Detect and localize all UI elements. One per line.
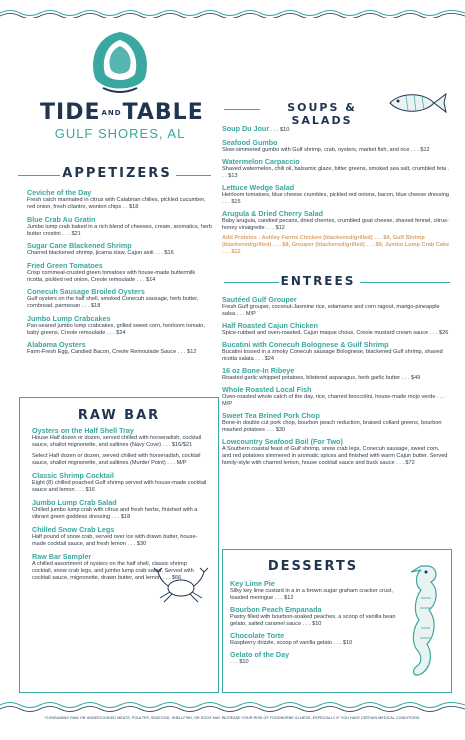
rawbar-item-desc: Eight (8) chilled poached Gulf shrimp served with house-made cocktail sauce and lemon . . . $16 bbox=[32, 480, 207, 493]
appetizer-item-desc: Crisp cornmeal-crusted green tomatoes with house-made buttermilk ricotta, pickled red onion, Creole remoulade . . . $14 bbox=[27, 269, 196, 283]
footer-disclaimer: *CONSUMING RAW OR UNDERCOOKED MEATS, POULTRY, SEAFOOD, SHELLFISH, OR EGGS MAY INCREASE YOUR RISK OF FOODBORNE ILLNESS, ESPECIALLY IF YOU HAVE CERTAIN MEDICAL CONDITIONS. bbox=[44, 716, 421, 720]
brand-location: GULF SHORES, AL bbox=[54, 126, 186, 141]
appetizer-item-name: Jumbo Lump Crabcakes bbox=[27, 313, 111, 323]
soup-item bbox=[222, 209, 450, 232]
rawbar-item-desc: A chilled assortment of oysters on the half shell, classic shrimp cocktail, snow crab legs, and jumbo lump crab salad. Served with cocktail sauce, mignonette, drawn butter, and lemon . . . $66 bbox=[32, 561, 194, 581]
appetizer-item-name: Sugar Cane Blackened Shrimp bbox=[27, 241, 132, 250]
fish-icon bbox=[386, 88, 448, 118]
desserts-list bbox=[230, 579, 402, 669]
soup-item bbox=[222, 157, 450, 180]
rawbar-item-name: Oysters on the Half Shell Tray bbox=[32, 426, 134, 435]
appetizer-item bbox=[27, 314, 213, 337]
entree-item-desc: Roasted garlic whipped potatoes, blistered asparagus, herb garlic butter . . . $49 bbox=[222, 375, 421, 381]
appetizer-item-name: Ceviche of the Day bbox=[27, 188, 92, 197]
soups-rule-left bbox=[224, 109, 260, 110]
appetizer-item-desc: Fresh catch marinated in citrus with Calabrian chilies, pickled cucumber, red onion, fresh cilantro, wonton chips . . $18 bbox=[27, 197, 206, 210]
soup-item-desc: Slow-simmered gumbo with Gulf shrimp, crab, oysters, market fish, and rice . . . $12 bbox=[222, 147, 430, 153]
soups-title: SOUPS & SALADS bbox=[287, 101, 357, 127]
soup-item-name bbox=[222, 124, 450, 135]
entree-item-desc: Bone-in double cut pork chop, bourbon peach reduction, braised collard greens, bourbon mashed potatoes . . . $30 bbox=[222, 420, 442, 433]
rawbar-item bbox=[32, 453, 208, 467]
rawbar-box bbox=[19, 397, 219, 693]
soup-item-title: Soup Du Jour bbox=[222, 124, 270, 133]
dessert-item bbox=[230, 631, 402, 647]
appetizer-item bbox=[27, 241, 213, 257]
soup-item-desc: Baby arugula, candied pecans, dried cherries, crumbled goat cheese, shaved fennel, citrus-honey vinaigrette . . . $12 bbox=[222, 218, 449, 231]
appetizers-rule-right bbox=[176, 175, 211, 176]
rawbar-list bbox=[32, 426, 208, 586]
soup-item-name: Watermelon Carpaccio bbox=[222, 157, 300, 166]
desserts-title: DESSERTS bbox=[267, 559, 359, 574]
entree-item-name: Whole Roasted Local Fish bbox=[222, 385, 312, 394]
appetizer-item-desc: Pan-seared jumbo lump crabcakes, grilled sweet corn, heirloom tomato, baby greens, Creole remoulade . . . $24 bbox=[27, 322, 205, 336]
desserts-box bbox=[222, 549, 452, 693]
rawbar-item bbox=[32, 471, 208, 494]
entree-item-name: Sautéed Gulf Grouper bbox=[222, 295, 297, 304]
appetizer-item bbox=[27, 340, 213, 356]
entree-item-name: Lowcountry Seafood Boil (For Two) bbox=[222, 437, 343, 446]
entrees-rule-right bbox=[360, 282, 450, 283]
entree-item bbox=[222, 366, 450, 382]
logo bbox=[40, 28, 204, 158]
rawbar-item-name: Chilled Snow Crab Legs bbox=[32, 525, 115, 534]
dessert-item bbox=[230, 605, 402, 628]
dessert-item-name: Bourbon Peach Empanada bbox=[230, 605, 322, 614]
rawbar-item-desc: Chilled jumbo lump crab with citrus and fresh herbs, finished with a vibrant green goddess dressing . . . $18 bbox=[32, 507, 198, 520]
rawbar-item-name: Jumbo Lump Crab Salad bbox=[32, 498, 117, 507]
dessert-item-desc: . . . $10 bbox=[230, 659, 249, 665]
entrees-list bbox=[222, 295, 450, 470]
oyster-logo-icon bbox=[85, 28, 155, 98]
dessert-item-desc: Silky key lime custard in a in a brown sugar graham cracker crust, toasted meringue . . . $12 bbox=[230, 588, 393, 601]
entree-item bbox=[222, 385, 450, 408]
soup-item-price: . . . $10 bbox=[269, 127, 290, 133]
entree-item-desc: Fresh Gulf grouper, coconut-Jasmine rice, edamame and corn ragout, mango-pineapple salsa . . . M/P bbox=[222, 304, 440, 317]
dessert-item-name: Key Lime Pie bbox=[230, 579, 275, 588]
soups-list bbox=[222, 124, 450, 256]
appetizer-item bbox=[27, 188, 213, 211]
dessert-item-name: Chocolate Torte bbox=[230, 631, 285, 640]
entree-item bbox=[222, 411, 450, 434]
dessert-item-name: Gelato of the Day bbox=[230, 650, 290, 659]
appetizer-item bbox=[27, 215, 213, 238]
entree-item-name: Sweet Tea Brined Pork Chop bbox=[222, 411, 320, 420]
dessert-item bbox=[230, 579, 402, 602]
appetizer-item-desc: Jumbo lump crab baked in a rich blend of cheeses, cream, aromatics, herb butter crostini . . . $21 bbox=[27, 223, 212, 237]
soup-item-desc: Shaved watermelon, chili oil, balsamic glaze, bitter greens, smoked sea salt, crumbled feta . . . $13 bbox=[222, 166, 450, 179]
entree-item-name: 16 oz Bone-In Ribeye bbox=[222, 366, 295, 375]
crab-icon bbox=[152, 564, 210, 606]
appetizers-title: APPETIZERS bbox=[62, 166, 172, 181]
appetizer-item-name: Fried Green Tomatoes bbox=[27, 260, 103, 270]
brand-name-right: TABLE bbox=[122, 100, 204, 125]
soup-item bbox=[222, 138, 450, 154]
entree-item bbox=[222, 340, 450, 363]
entrees-rule-left bbox=[224, 282, 279, 283]
rawbar-item-desc: House Half dozen or dozen, served chilled with horseradish, cocktail sauce, shallot mignonette, and saltines (Navy Cove) . . . $16/$21 bbox=[32, 435, 202, 448]
rawbar-item bbox=[32, 525, 208, 548]
appetizer-item-desc: Farm-Fresh Egg, Candied Bacon, Creole Remoulade Sauce . . . $12 bbox=[27, 349, 197, 355]
dessert-item bbox=[230, 650, 402, 666]
entrees-title: ENTREES bbox=[280, 274, 356, 288]
rawbar-item-desc: Select Half dozen or dozen, served chilled with horseradish, cocktail sauce, shallot mignonette, and saltines (Murder Point) . . . M/P bbox=[32, 453, 201, 466]
soup-item-name: Arugula & Dried Cherry Salad bbox=[222, 209, 324, 218]
brand-name-left: TIDE bbox=[40, 100, 101, 125]
add-proteins-note: Add Proteins - Ashley Farms Chicken (blackened/grilled) . . . $4, Gulf Shrimp (blackened/grilled) . . . $8, Grouper (blackened/grilled) . . . $9, Jumbo Lump Crab Cake . . . $12 bbox=[222, 235, 450, 255]
rawbar-item-name: Classic Shrimp Cocktail bbox=[32, 471, 114, 480]
appetizer-item-desc: Charred blackened shrimp, jicama slaw, Cajun aioli . . . $16 bbox=[27, 250, 174, 256]
appetizer-item bbox=[27, 287, 213, 310]
entree-item-desc: Spice-rubbed and oven-roasted, Cajun maque choux, Creole mustard cream sauce . . . $26 bbox=[222, 330, 449, 336]
entree-item bbox=[222, 295, 450, 318]
dessert-item-desc: Raspberry drizzle, scoop of vanilla gelato . . . $10 bbox=[230, 640, 353, 646]
entree-item bbox=[222, 437, 450, 467]
rawbar-item bbox=[32, 426, 208, 449]
entree-item-desc: Bucatini tossed in a smoky Conecuh sausage Bolognese, blackened Gulf shrimp, shaved ricotta salata . . . $24 bbox=[222, 349, 443, 362]
bottom-wave-border-icon bbox=[0, 700, 465, 712]
soup-item-desc: Heirloom tomatoes, blue cheese crumbles, pickled red onions, bacon, blue cheese dressing . . . $15 bbox=[222, 192, 449, 205]
appetizers-list bbox=[27, 188, 213, 360]
dessert-item-desc: Pastry filled with bourbon-soaked peaches, a scoop of vanilla bean gelato, salted caramel sauce . . . $10 bbox=[230, 614, 396, 627]
entree-item-desc: A Southern coastal feast of Gulf shrimp, snow crab legs, Conecuh sausage, sweet corn, and red potatoes simmered in aromatic spices and finished with warm Cajun butter. Served family-style with charred lemon, house cocktail sauce and buck sauce . . . $72 bbox=[222, 446, 448, 466]
entree-item-desc: Oven-roasted whole catch of the day, rice, charred broccolini, house-made mojo verde . . . M/P bbox=[222, 394, 445, 407]
soup-item-name: Seafood Gumbo bbox=[222, 138, 278, 147]
rawbar-item bbox=[32, 498, 208, 521]
entree-item-name: Bucatini with Conecuh Bolognese & Gulf Shrimp bbox=[222, 340, 389, 349]
entree-item bbox=[222, 321, 450, 337]
rawbar-item-desc: Half pound of snow crab, served over ice with drawn butter, house-made cocktail sauce, and fresh lemon . . . $30 bbox=[32, 534, 198, 547]
soup-item bbox=[222, 124, 450, 135]
top-wave-border-icon bbox=[0, 8, 465, 18]
soup-item-name: Lettuce Wedge Salad bbox=[222, 183, 295, 192]
appetizer-item-desc: Gulf oysters on the half shell, smoked Conecuh sausage, herb butter, cornbread, parmesan . . . $18 bbox=[27, 296, 199, 309]
appetizer-item-name: Blue Crab Au Gratin bbox=[27, 214, 96, 224]
appetizer-item-name: Alabama Oysters bbox=[27, 340, 86, 349]
soup-item bbox=[222, 183, 450, 206]
seahorse-icon bbox=[403, 558, 447, 686]
brand-name-and: AND bbox=[101, 109, 122, 117]
appetizer-item-name: Conecuh Sausage Broiled Oysters bbox=[27, 287, 145, 296]
entree-item-name: Half Roasted Cajun Chicken bbox=[222, 321, 318, 330]
rawbar-title: RAW BAR bbox=[77, 408, 161, 423]
appetizer-item bbox=[27, 261, 213, 284]
brand-name bbox=[40, 100, 204, 125]
appetizers-rule-left bbox=[18, 175, 60, 176]
rawbar-item-name: Raw Bar Sampler bbox=[32, 552, 92, 561]
